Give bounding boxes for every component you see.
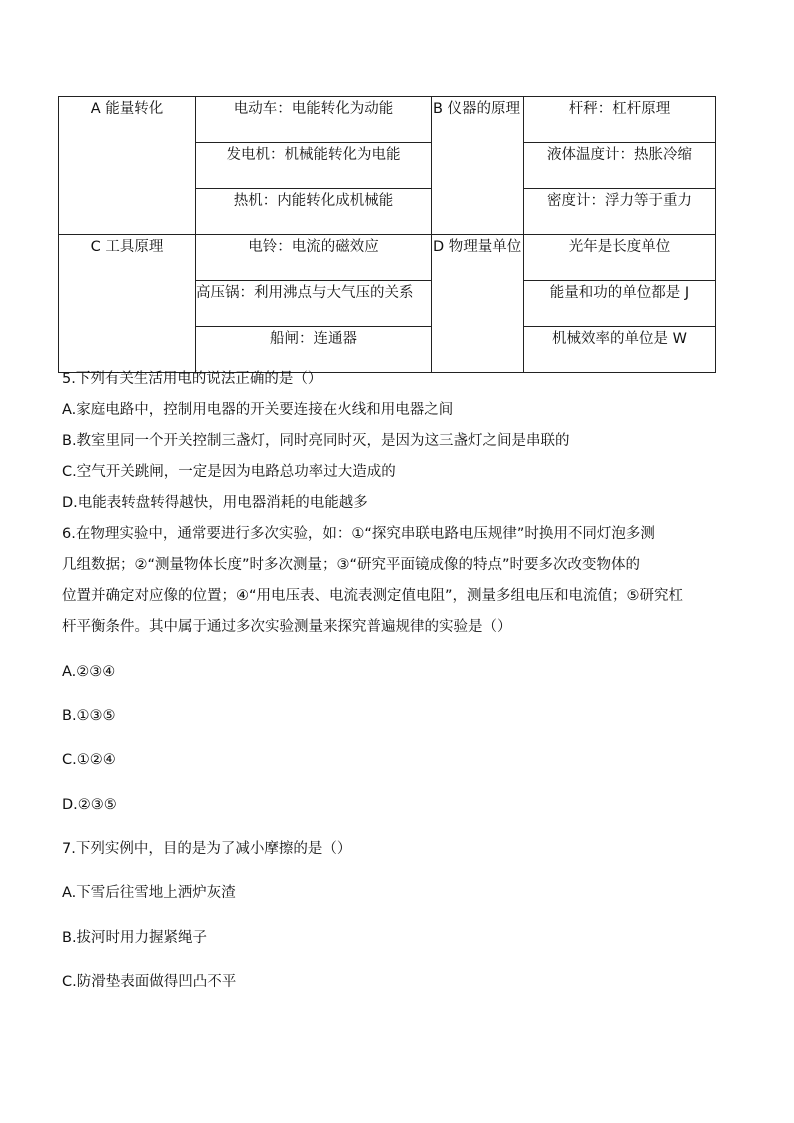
q5-option-b: B.教室里同一个开关控制三盏灯，同时亮同时灭，是因为这三盏灯之间是串联的 — [62, 433, 570, 449]
q5-option-a: A.家庭电路中，控制用电器的开关要连接在火线和用电器之间 — [62, 402, 454, 418]
q6-option-b: B.①③⑤ — [62, 708, 116, 724]
item-cell: 能量和功的单位都是 J — [524, 281, 716, 327]
q7-option-a: A.下雪后往雪地上洒炉灰渣 — [62, 885, 236, 901]
item-cell: 电铃：电流的磁效应 — [196, 235, 432, 281]
matching-table — [58, 96, 716, 373]
q6-stem-line: 6.在物理实验中，通常要进行多次实验，如：①“探究串联电路电压规律”时换用不同灯泡多测 — [62, 526, 655, 542]
category-c: C 工具原理 — [59, 235, 196, 373]
q6-stem-line: 杆平衡条件。其中属于通过多次实验测量来探究普遍规律的实验是（） — [62, 619, 512, 635]
item-cell: 电动车：电能转化为动能 — [196, 97, 432, 143]
item-cell: 机械效率的单位是 W — [524, 327, 716, 373]
table-row — [59, 97, 716, 143]
q6-stem-line: 几组数据；②“测量物体长度”时多次测量；③“研究平面镜成像的特点”时要多次改变物体的 — [62, 557, 641, 573]
q7-stem: 7.下列实例中，目的是为了减小摩擦的是（） — [62, 841, 352, 857]
category-b: B 仪器的原理 — [432, 97, 524, 235]
q5-option-d: D.电能表转盘转得越快，用电器消耗的电能越多 — [62, 495, 368, 511]
item-cell: 密度计：浮力等于重力 — [524, 189, 716, 235]
q5-option-c: C.空气开关跳闸，一定是因为电路总功率过大造成的 — [62, 464, 396, 480]
item-cell: 杆秤：杠杆原理 — [524, 97, 716, 143]
q6-stem-line: 位置并确定对应像的位置；④“用电压表、电流表测定值电阻”，测量多组电压和电流值；⑤研究杠 — [62, 588, 684, 604]
q6-option-c: C.①②④ — [62, 752, 116, 768]
q6-option-d: D.②③⑤ — [62, 797, 117, 813]
item-cell: 发电机：机械能转化为电能 — [196, 143, 432, 189]
table-row — [59, 235, 716, 281]
item-cell: 船闸：连通器 — [196, 327, 432, 373]
item-cell: 高压锅：利用沸点与大气压的关系 — [196, 281, 432, 327]
category-a: A 能量转化 — [59, 97, 196, 235]
q6-option-a: A.②③④ — [62, 664, 116, 680]
item-cell: 液体温度计：热胀冷缩 — [524, 143, 716, 189]
q5-stem: 5.下列有关生活用电的说法正确的是（） — [62, 371, 323, 387]
item-cell: 热机：内能转化成机械能 — [196, 189, 432, 235]
item-cell: 光年是长度单位 — [524, 235, 716, 281]
q7-option-c: C.防滑垫表面做得凹凸不平 — [62, 974, 237, 990]
q6-stem — [62, 519, 742, 643]
q7-option-b: B.拔河时用力握紧绳子 — [62, 930, 208, 946]
category-d: D 物理量单位 — [432, 235, 524, 373]
